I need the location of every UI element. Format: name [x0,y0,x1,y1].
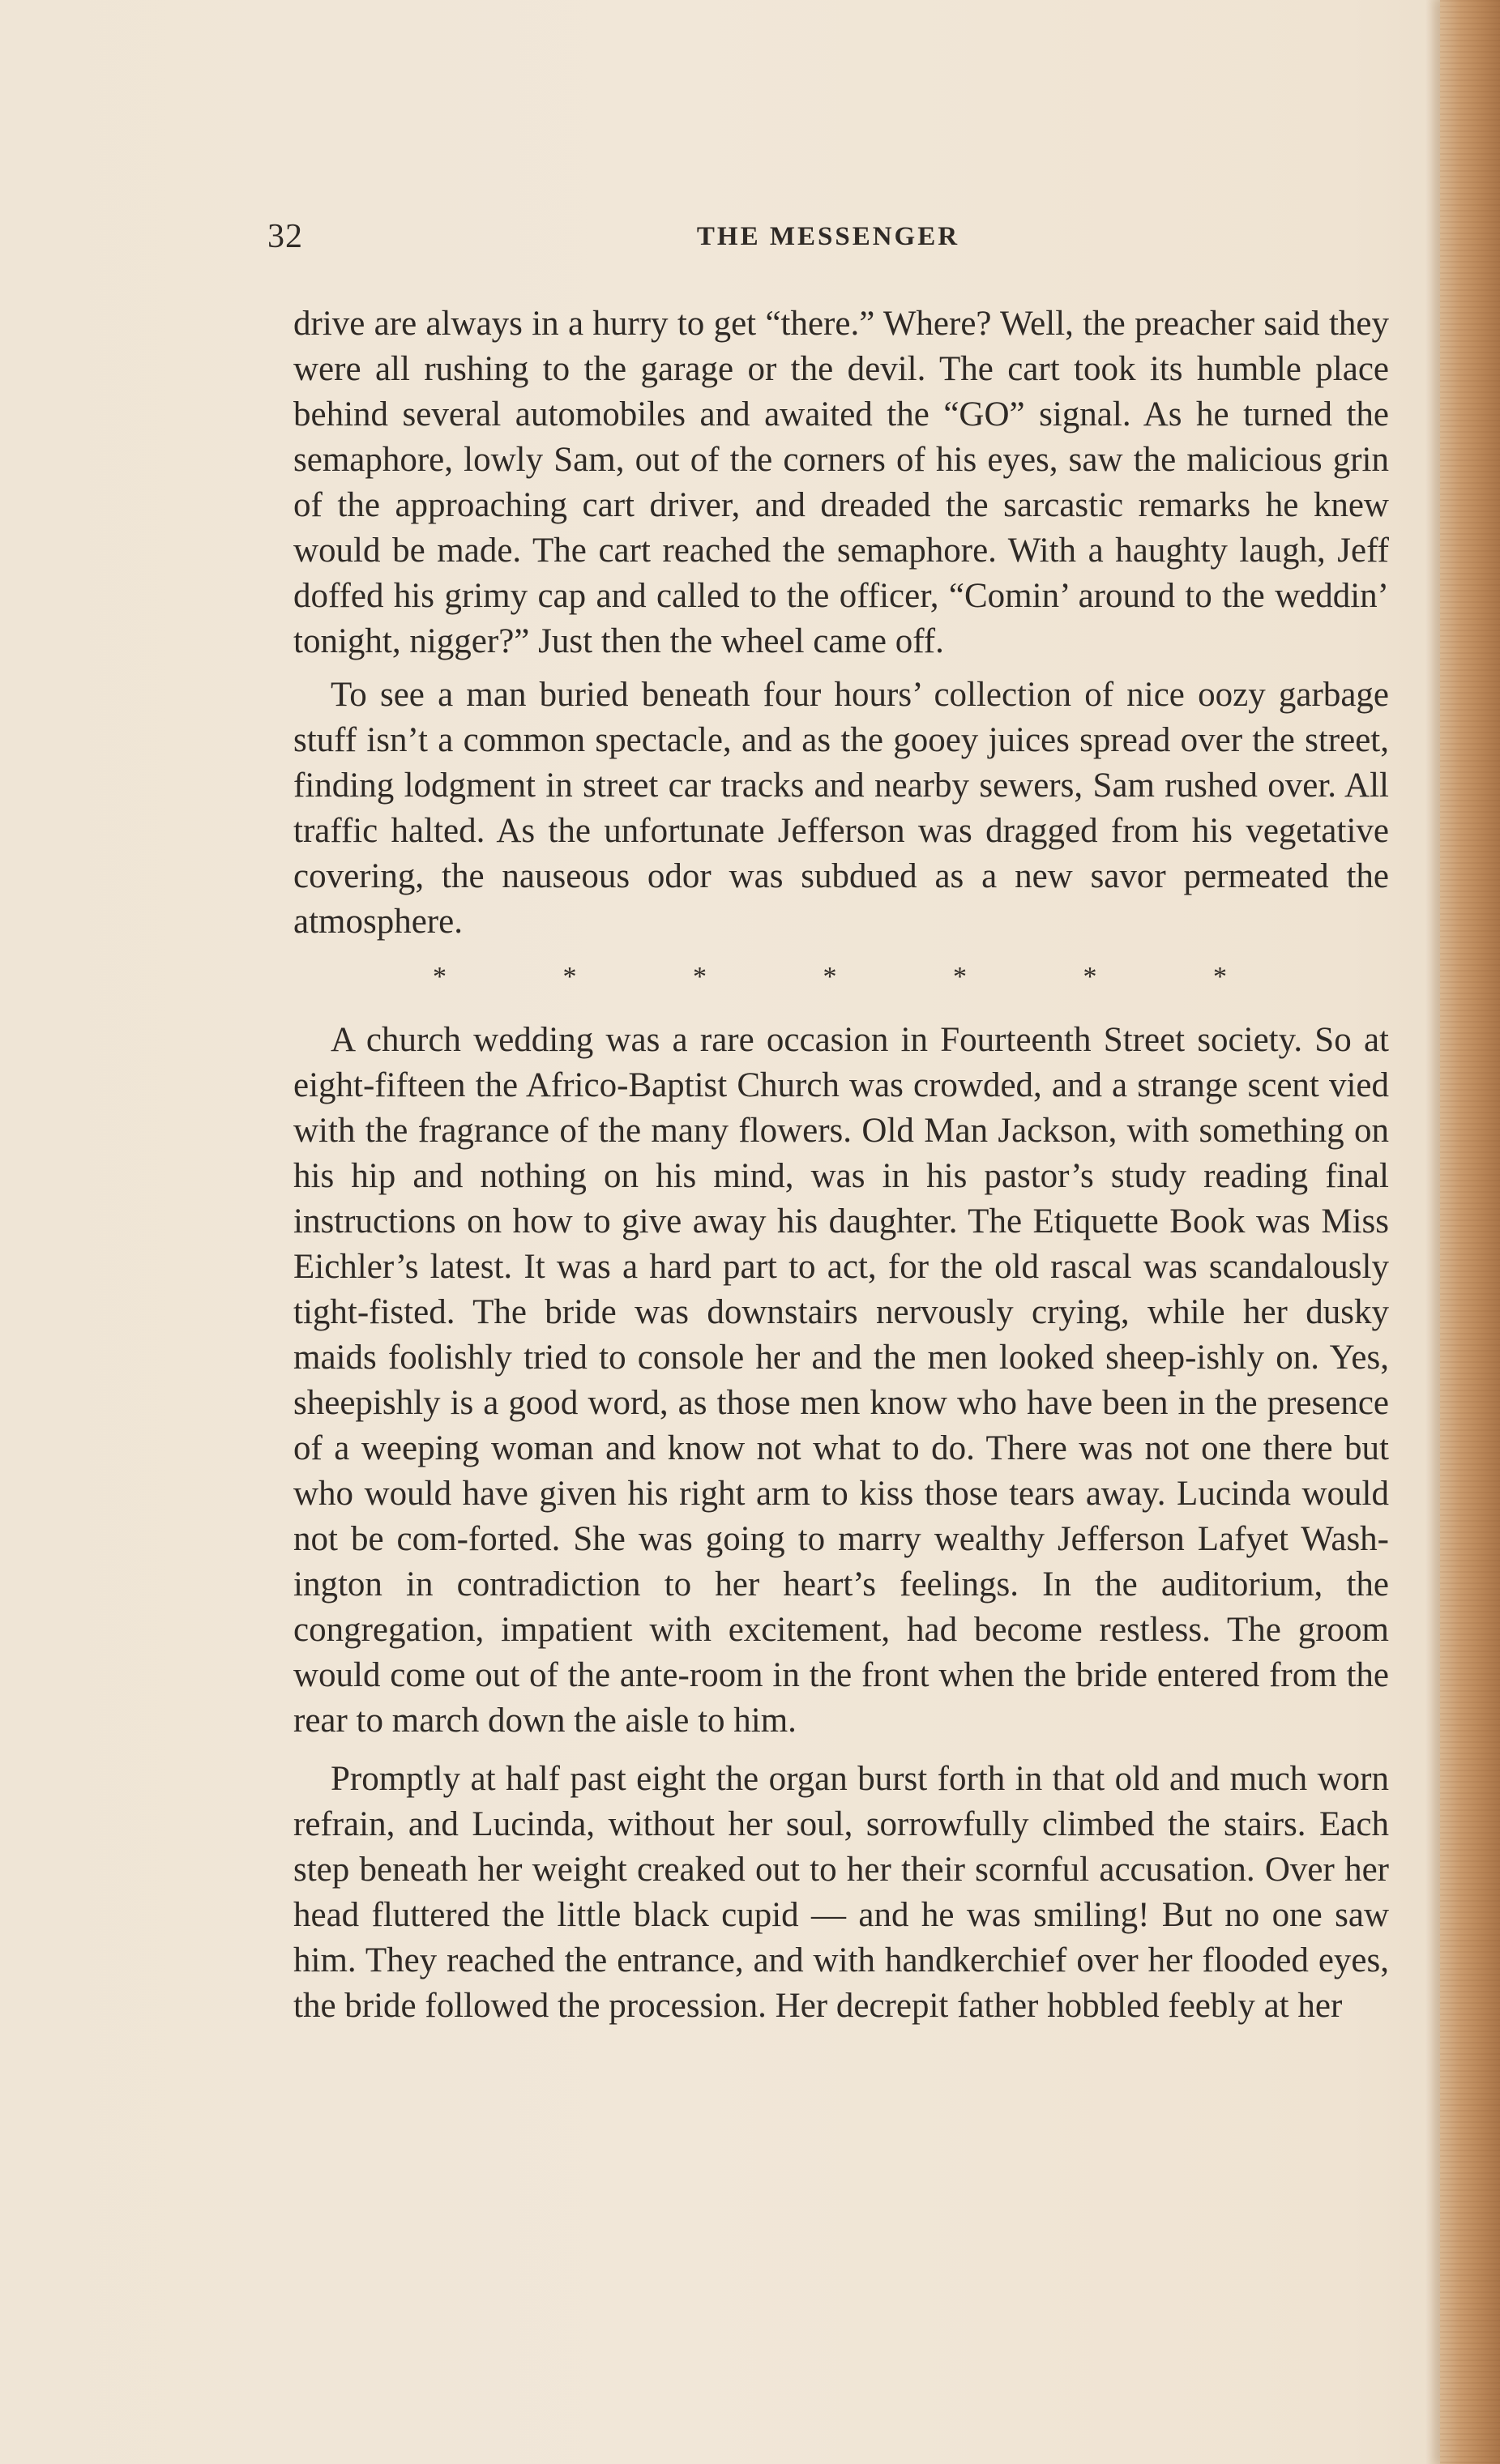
separator-star: * [1083,962,1097,992]
running-head [267,212,1389,261]
paragraph-3: A church wedding was a rare occasion in Fourteenth Street society. So at eight-fifteen the Africo-Baptist Church was crowded, and a strange scent vied with the fragrance of the many flowers. Old Man Jackson, with something on his hip and nothing on his mind, was in his pastor’s study reading final instructions on how to give away his daughter. The Etiquette Book was Miss Eichler’s latest. It was a hard part to act, for the old rascal was scandalously tight-fisted. The bride was downstairs nervously crying, while her dusky maids foolishly tried to console her and the men looked sheep-ishly on. Yes, sheepishly is a good word, as those men know who have been in the presence of a weeping woman and know not what to do. There was not one there but who would have given his right arm to kiss those tears away. Lucinda would not be com-forted. She was going to marry wealthy Jefferson Lafyet Wash-ington in contradiction to her heart’s feelings. In the auditorium, the congregation, impatient with excitement, had become restless. The groom would come out of the ante-room in the front when the bride entered from the rear to march down the aisle to him. [293,1021,1389,1740]
paragraph-4: Promptly at half past eight the organ burst forth in that old and much worn refrain, and Lucinda, without her soul, sorrowfully climbed the stairs. Each step beneath her weight creaked out to her their scornful accusation. Over her head fluttered the little black cupid — and he was smiling! But no one saw him. They reached the entrance, and with handkerchief over her flooded eyes, the bride followed the procession. Her decrepit father hobbled feebly at her [293,1760,1389,2025]
separator-star: * [1213,962,1227,992]
page-edge [1440,0,1500,2464]
paragraph-1: drive are always in a hurry to get “there.” Where? Well, the preacher said they were all rushing to the garage or the devil. The cart took its humble place behind several automobiles and awaited the “GO” signal. As he turned the semaphore, lowly Sam, out of the corners of his eyes, saw the malicious grin of the approaching cart driver, and dreaded the sarcastic remarks he knew would be made. The cart reached the semaphore. With a haughty laugh, Jeff doffed his grimy cap and called to the officer, “Comin’ around to the weddin’ tonight, nigger?” Just then the wheel came off. [293,305,1389,660]
separator-star: * [433,962,447,992]
separator-star: * [953,962,967,992]
page-number: 32 [267,218,303,255]
separator-star: * [693,962,707,992]
separator-star: * [562,962,577,992]
section-separator [433,953,1227,1001]
running-title: THE MESSENGER [696,222,960,251]
separator-star: * [823,962,837,992]
paragraph-2: To see a man buried beneath four hours’ collection of nice oozy garbage stuff isn’t a common spectacle, and as the gooey juices spread over the street, finding lodgment in street car tracks and nearby sewers, Sam rushed over. All traffic halted. As the unfortunate Jefferson was dragged from his vegetative covering, the nauseous odor was subdued as a new savor permeated the atmosphere. [293,676,1389,941]
body-text [293,301,1389,2037]
